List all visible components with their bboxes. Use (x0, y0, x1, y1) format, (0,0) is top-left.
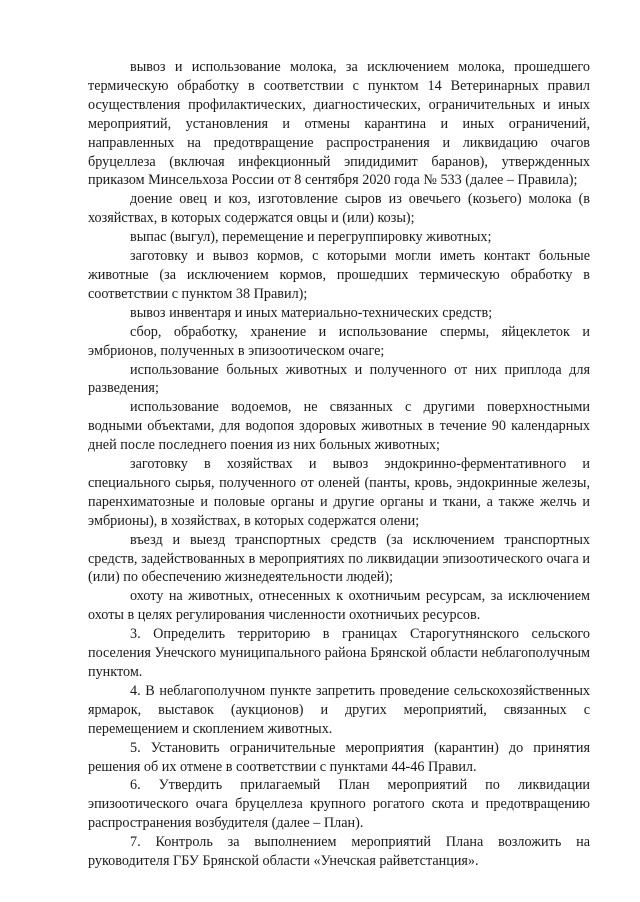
paragraph-inventory: вывоз инвентаря и иных материально-технических средств; (130, 304, 493, 321)
paragraph-item-7: 7. Контроль за выполнением мероприятий Плана возложить на руководителя ГБУ Брянской области «Унечская райветстанция». (88, 834, 590, 870)
paragraph-milk-export: вывоз и использование молока, за исключением молока, прошедшего термическую обработку в соответствии с пунктом 14 Ветеринарных правил осуществления профилактических, диагностических, ограничительных и иных мероприятий, установления и отмены карантина и иных ограничений, направленных на предотвращение распространения и ликвидацию очагов бруцеллеза (включая инфекционный эпидидимит баранов), утвержденных приказом Минсельхоза России от 8 сентября 2020 года № 533 (далее – Правила); (88, 59, 590, 189)
paragraph-breeding: использование больных животных и полученного от них приплода для разведения; (88, 361, 590, 397)
paragraph-item-4: 4. В неблагополучном пункте запретить проведение сельскохозяйственных ярмарок, выставок (аукционов) и других мероприятий, связанных с перемещением и скоплением животных. (88, 682, 590, 737)
paragraph-item-6: 6. Утвердить прилагаемый План мероприятий по ликвидации эпизоотического очага бруцеллеза крупного рогатого скота и предотвращению распространения возбудителя (далее – План). (88, 777, 590, 832)
paragraph-item-3: 3. Определить территорию в границах Старогутнянского сельского поселения Унечского муниципального района Брянской области неблагополучным пунктом. (88, 626, 590, 680)
paragraph-milking-cheese: доение овец и коз, изготовление сыров из овечьего (козьего) молока (в хозяйствах, в которых содержатся овцы и (или) козы); (88, 191, 590, 227)
paragraph-sperm-embryos: сбор, обработку, хранение и использование спермы, яйцеклеток и эмбрионов, полученных в эпизоотическом очаге; (88, 323, 590, 359)
paragraph-water-bodies: использование водоемов, не связанных с другими поверхностными водными объектами, для водопоя здоровых животных в течение 90 календарных дней после последнего поения из них больных животных; (88, 399, 590, 454)
document-body (88, 58, 590, 871)
paragraph-deer-raw-material: заготовку в хозяйствах и вывоз эндокринно-ферментативного и специального сырья, полученного от оленей (панты, кровь, эндокринные железы, паренхиматозные и половые органы и другие органы и ткани, а также желчь и эмбрионы), в хозяйствах, в которых содержатся олени; (88, 456, 590, 529)
paragraph-vehicles: въезд и выезд транспортных средств (за исключением транспортных средств, задействованных в мероприятиях по ликвидации эпизоотического очага и (или) по обеспечению жизнедеятельности людей); (88, 531, 590, 586)
paragraph-feed: заготовку и вывоз кормов, с которыми могли иметь контакт больные животные (за исключением кормов, прошедших термическую обработку в соответствии с пунктом 38 Правил); (88, 248, 590, 302)
paragraph-item-5: 5. Установить ограничительные мероприятия (карантин) до принятия решения об их отмене в соответствии с пунктами 44-46 Правил. (88, 739, 590, 775)
paragraph-grazing: выпас (выгул), перемещение и перегруппировку животных; (130, 229, 492, 246)
paragraph-hunting: охоту на животных, отнесенных к охотничьим ресурсам, за исключением охоты в целях регулирования численности охотничьих ресурсов. (88, 588, 590, 624)
